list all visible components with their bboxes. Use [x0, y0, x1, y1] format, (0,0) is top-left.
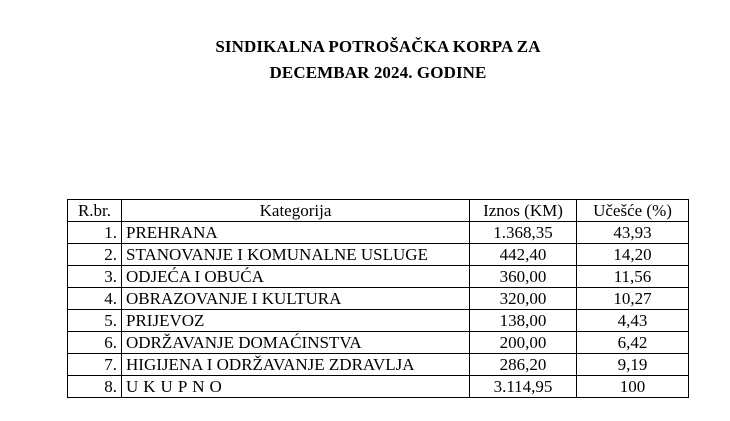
row-amount: 442,40	[470, 244, 577, 266]
document-title-line-1: SINDIKALNA POTROŠAČKA KORPA ZA	[215, 37, 541, 56]
row-amount: 286,20	[470, 354, 577, 376]
row-share: 4,43	[577, 310, 689, 332]
row-number: 3.	[68, 266, 122, 288]
table-row	[68, 288, 689, 310]
row-category: STANOVANJE I KOMUNALNE USLUGE	[122, 244, 470, 266]
row-amount: 360,00	[470, 266, 577, 288]
row-amount: 320,00	[470, 288, 577, 310]
total-row-amount: 3.114,95	[470, 376, 577, 398]
total-row-share: 100	[577, 376, 689, 398]
header-rbr: R.br.	[68, 200, 122, 222]
table-row	[68, 222, 689, 244]
document-title-line-2: DECEMBAR 2024. GODINE	[269, 63, 487, 82]
header-amount: Iznos (KM)	[470, 200, 577, 222]
total-row-number: 8.	[68, 376, 122, 398]
row-category: OBRAZOVANJE I KULTURA	[122, 288, 470, 310]
header-category: Kategorija	[122, 200, 470, 222]
table-row	[68, 244, 689, 266]
row-share: 11,56	[577, 266, 689, 288]
row-amount: 200,00	[470, 332, 577, 354]
row-amount: 1.368,35	[470, 222, 577, 244]
table-row	[68, 310, 689, 332]
row-amount: 138,00	[470, 310, 577, 332]
row-category: ODRŽAVANJE DOMAĆINSTVA	[122, 332, 470, 354]
total-row	[68, 376, 689, 398]
row-category: ODJEĆA I OBUĆA	[122, 266, 470, 288]
row-share: 14,20	[577, 244, 689, 266]
row-number: 1.	[68, 222, 122, 244]
row-number: 6.	[68, 332, 122, 354]
row-share: 10,27	[577, 288, 689, 310]
total-row-label: UKUPNO	[122, 376, 470, 398]
row-number: 4.	[68, 288, 122, 310]
row-category: HIGIJENA I ODRŽAVANJE ZDRAVLJA	[122, 354, 470, 376]
table-row	[68, 332, 689, 354]
row-share: 43,93	[577, 222, 689, 244]
row-number: 7.	[68, 354, 122, 376]
row-number: 2.	[68, 244, 122, 266]
row-share: 6,42	[577, 332, 689, 354]
consumer-basket-table	[67, 199, 689, 398]
row-share: 9,19	[577, 354, 689, 376]
header-share: Učešće (%)	[577, 200, 689, 222]
row-category: PREHRANA	[122, 222, 470, 244]
row-category: PRIJEVOZ	[122, 310, 470, 332]
row-number: 5.	[68, 310, 122, 332]
table-header-row	[68, 200, 689, 222]
table-row	[68, 266, 689, 288]
table-row	[68, 354, 689, 376]
